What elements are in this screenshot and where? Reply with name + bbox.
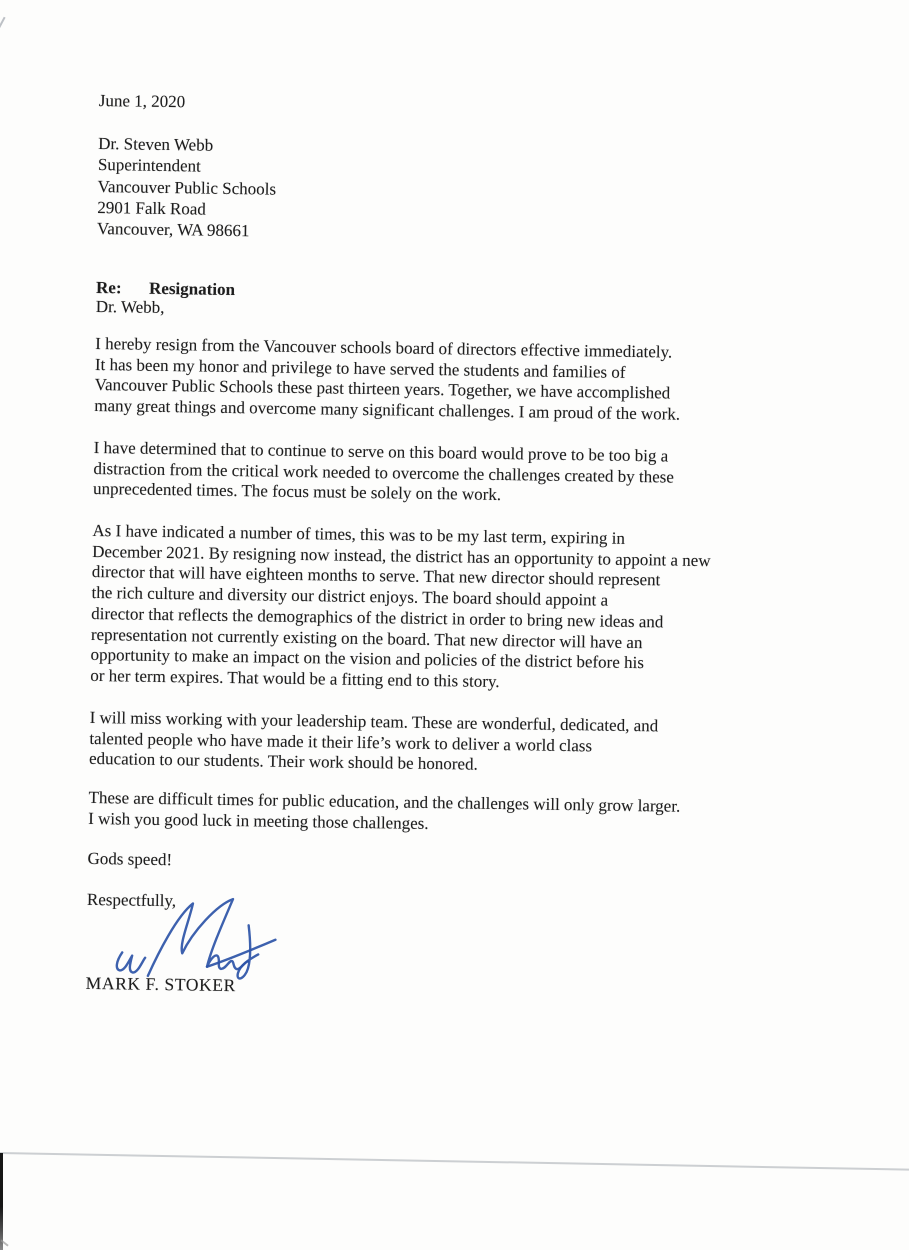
re-subject: Resignation: [148, 278, 236, 299]
scan-artifact-top-left-scratch: [0, 17, 6, 36]
letter-date: June 1, 2020: [98, 91, 186, 112]
letter-body: [85, 91, 799, 996]
paragraph-successor: As I have indicated a number of times, this was to be my last term, expiring in December 2021. By resigning now instead, the district has an opportunity to appoint a new director that will have eighteen months to serve. That new director should represent the rich culture and diversity our district enjoys. The board should appoint a director that reflects the demographics of the district in order to bring new ideas and representation not currently existing on the board. That new director will have an opportunity to make an impact on the vision and policies of the district before his or her term expires. That would be a fitting end to this story.: [90, 520, 711, 691]
paragraph-leadership-team: I will miss working with your leadership team. These are wonderful, dedicated, and talented people who have made it their life’s work to deliver a world class education to our students. Their work should be honored.: [88, 707, 659, 775]
paragraph-reason: I have determined that to continue to serve on this board would prove to be too big a distraction from the critical work needed to overcome the challenges created by these unprecedented times. The focus must be solely on the work.: [92, 437, 675, 505]
recipient-address: Dr. Steven Webb Superintendent Vancouver Public Schools 2901 Falk Road Vancouver, WA 98661: [96, 133, 277, 241]
subject-line: [96, 257, 236, 300]
scan-artifact-left-edge-bar: [0, 1153, 3, 1250]
salutation: Dr. Webb,: [95, 296, 165, 317]
closing-line: Respectfully,: [86, 889, 177, 911]
paragraph-resignation: I hereby resign from the Vancouver schools board of directors effective immediately. It has been my honor and privilege to have served the students and families of Vancouver Public Schools these past thirteen years. Together, we have accomplished many great things and overcome many significant challenges. I am proud of the work.: [94, 333, 681, 424]
signer-name: MARK F. STOKER: [85, 972, 237, 996]
re-label: Re:: [95, 277, 122, 298]
goodwill-line: Gods speed!: [87, 848, 173, 870]
paragraph-challenges: These are difficult times for public education, and the challenges will only grow larger. I wish you good luck in meeting those challenges.: [88, 787, 681, 833]
scan-artifact-paper-bottom-edge: [0, 1152, 909, 1170]
